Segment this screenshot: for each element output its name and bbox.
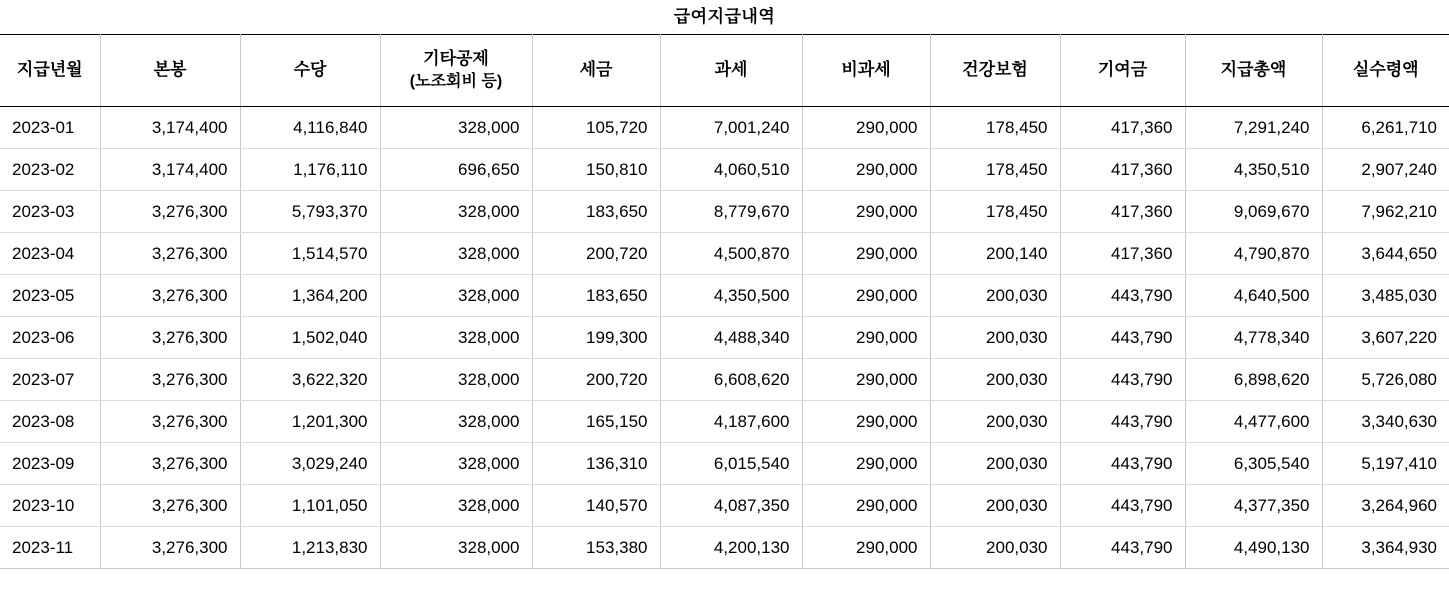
cell-value: 200,720 xyxy=(532,233,660,275)
page-title: 급여지급내역 xyxy=(673,7,776,26)
cell-value: 7,291,240 xyxy=(1185,107,1322,149)
cell-value: 417,360 xyxy=(1060,233,1185,275)
column-header-label: 기타공제 xyxy=(423,49,489,69)
column-header-8 xyxy=(1060,35,1185,107)
cell-value: 328,000 xyxy=(380,233,532,275)
cell-value: 4,200,130 xyxy=(660,527,802,569)
cell-value: 3,622,320 xyxy=(240,359,380,401)
cell-value: 3,029,240 xyxy=(240,443,380,485)
cell-value: 3,276,300 xyxy=(100,527,240,569)
cell-value: 443,790 xyxy=(1060,527,1185,569)
table-row xyxy=(0,527,1449,569)
cell-value: 4,187,600 xyxy=(660,401,802,443)
cell-value: 200,720 xyxy=(532,359,660,401)
table-header-row xyxy=(0,35,1449,107)
cell-value: 3,174,400 xyxy=(100,107,240,149)
cell-value: 3,276,300 xyxy=(100,359,240,401)
cell-value: 290,000 xyxy=(802,401,930,443)
cell-value: 5,726,080 xyxy=(1322,359,1449,401)
column-header-label: 과세 xyxy=(714,60,748,80)
cell-value: 4,116,840 xyxy=(240,107,380,149)
column-header-10 xyxy=(1322,35,1449,107)
cell-value: 290,000 xyxy=(802,317,930,359)
cell-value: 4,060,510 xyxy=(660,149,802,191)
cell-pay-month: 2023-06 xyxy=(0,317,100,359)
cell-value: 9,069,670 xyxy=(1185,191,1322,233)
cell-value: 200,030 xyxy=(930,317,1060,359)
table-body xyxy=(0,107,1449,569)
column-header-9 xyxy=(1185,35,1322,107)
cell-value: 4,087,350 xyxy=(660,485,802,527)
column-header-1 xyxy=(100,35,240,107)
cell-value: 3,276,300 xyxy=(100,317,240,359)
cell-value: 443,790 xyxy=(1060,443,1185,485)
cell-value: 200,030 xyxy=(930,359,1060,401)
cell-value: 3,276,300 xyxy=(100,443,240,485)
cell-value: 4,790,870 xyxy=(1185,233,1322,275)
cell-value: 328,000 xyxy=(380,275,532,317)
cell-value: 1,176,110 xyxy=(240,149,380,191)
cell-value: 178,450 xyxy=(930,149,1060,191)
cell-value: 328,000 xyxy=(380,485,532,527)
table-row xyxy=(0,233,1449,275)
cell-value: 4,640,500 xyxy=(1185,275,1322,317)
cell-value: 328,000 xyxy=(380,527,532,569)
column-header-label: 비과세 xyxy=(841,60,891,80)
cell-value: 183,650 xyxy=(532,275,660,317)
column-header-5 xyxy=(660,35,802,107)
cell-value: 443,790 xyxy=(1060,359,1185,401)
cell-value: 1,213,830 xyxy=(240,527,380,569)
cell-value: 1,364,200 xyxy=(240,275,380,317)
cell-value: 7,962,210 xyxy=(1322,191,1449,233)
cell-value: 6,305,540 xyxy=(1185,443,1322,485)
table-row xyxy=(0,401,1449,443)
cell-value: 290,000 xyxy=(802,191,930,233)
cell-value: 6,261,710 xyxy=(1322,107,1449,149)
cell-value: 2,907,240 xyxy=(1322,149,1449,191)
cell-value: 3,276,300 xyxy=(100,401,240,443)
cell-value: 200,030 xyxy=(930,527,1060,569)
column-header-label: 본봉 xyxy=(153,60,187,80)
cell-value: 3,276,300 xyxy=(100,233,240,275)
cell-pay-month: 2023-05 xyxy=(0,275,100,317)
cell-value: 200,030 xyxy=(930,401,1060,443)
cell-pay-month: 2023-08 xyxy=(0,401,100,443)
payroll-table xyxy=(0,34,1449,569)
cell-value: 290,000 xyxy=(802,359,930,401)
cell-value: 6,898,620 xyxy=(1185,359,1322,401)
cell-value: 3,174,400 xyxy=(100,149,240,191)
cell-value: 417,360 xyxy=(1060,107,1185,149)
cell-value: 5,793,370 xyxy=(240,191,380,233)
cell-value: 150,810 xyxy=(532,149,660,191)
cell-value: 178,450 xyxy=(930,191,1060,233)
cell-pay-month: 2023-09 xyxy=(0,443,100,485)
cell-value: 4,490,130 xyxy=(1185,527,1322,569)
cell-value: 200,140 xyxy=(930,233,1060,275)
cell-value: 136,310 xyxy=(532,443,660,485)
cell-value: 443,790 xyxy=(1060,275,1185,317)
cell-value: 328,000 xyxy=(380,107,532,149)
cell-value: 290,000 xyxy=(802,485,930,527)
cell-value: 290,000 xyxy=(802,275,930,317)
cell-value: 290,000 xyxy=(802,233,930,275)
table-row xyxy=(0,107,1449,149)
cell-value: 165,150 xyxy=(532,401,660,443)
cell-value: 3,276,300 xyxy=(100,485,240,527)
table-row xyxy=(0,485,1449,527)
cell-value: 3,607,220 xyxy=(1322,317,1449,359)
cell-value: 328,000 xyxy=(380,317,532,359)
cell-value: 8,779,670 xyxy=(660,191,802,233)
column-header-label: 실수령액 xyxy=(1352,60,1419,80)
cell-pay-month: 2023-03 xyxy=(0,191,100,233)
cell-value: 417,360 xyxy=(1060,191,1185,233)
column-header-label: 기여금 xyxy=(1097,60,1148,80)
cell-value: 140,570 xyxy=(532,485,660,527)
cell-value: 4,488,340 xyxy=(660,317,802,359)
cell-value: 4,377,350 xyxy=(1185,485,1322,527)
cell-value: 3,264,960 xyxy=(1322,485,1449,527)
cell-value: 3,276,300 xyxy=(100,275,240,317)
cell-value: 290,000 xyxy=(802,527,930,569)
cell-pay-month: 2023-02 xyxy=(0,149,100,191)
cell-value: 3,364,930 xyxy=(1322,527,1449,569)
cell-value: 290,000 xyxy=(802,107,930,149)
cell-value: 1,201,300 xyxy=(240,401,380,443)
cell-value: 4,350,500 xyxy=(660,275,802,317)
cell-value: 200,030 xyxy=(930,443,1060,485)
cell-value: 178,450 xyxy=(930,107,1060,149)
cell-value: 200,030 xyxy=(930,485,1060,527)
cell-value: 443,790 xyxy=(1060,317,1185,359)
cell-value: 290,000 xyxy=(802,443,930,485)
cell-value: 4,778,340 xyxy=(1185,317,1322,359)
column-header-6 xyxy=(802,35,930,107)
cell-pay-month: 2023-11 xyxy=(0,527,100,569)
column-header-0 xyxy=(0,35,100,107)
column-header-label: 건강보험 xyxy=(962,60,1028,80)
cell-value: 443,790 xyxy=(1060,485,1185,527)
column-header-label: 수당 xyxy=(293,60,327,80)
column-header-2 xyxy=(240,35,380,107)
cell-value: 6,608,620 xyxy=(660,359,802,401)
table-row xyxy=(0,443,1449,485)
cell-value: 3,276,300 xyxy=(100,191,240,233)
cell-value: 1,514,570 xyxy=(240,233,380,275)
cell-value: 443,790 xyxy=(1060,401,1185,443)
column-header-7 xyxy=(930,35,1060,107)
cell-value: 4,350,510 xyxy=(1185,149,1322,191)
table-header xyxy=(0,35,1449,107)
cell-value: 153,380 xyxy=(532,527,660,569)
table-row xyxy=(0,149,1449,191)
cell-value: 5,197,410 xyxy=(1322,443,1449,485)
cell-value: 4,500,870 xyxy=(660,233,802,275)
cell-value: 183,650 xyxy=(532,191,660,233)
cell-pay-month: 2023-10 xyxy=(0,485,100,527)
table-row xyxy=(0,191,1449,233)
cell-pay-month: 2023-07 xyxy=(0,359,100,401)
cell-value: 328,000 xyxy=(380,359,532,401)
cell-value: 199,300 xyxy=(532,317,660,359)
cell-value: 6,015,540 xyxy=(660,443,802,485)
column-header-3 xyxy=(380,35,532,107)
table-row xyxy=(0,275,1449,317)
cell-value: 696,650 xyxy=(380,149,532,191)
table-row xyxy=(0,359,1449,401)
column-header-4 xyxy=(532,35,660,107)
column-header-label: 지급년월 xyxy=(16,60,83,80)
cell-value: 290,000 xyxy=(802,149,930,191)
cell-value: 7,001,240 xyxy=(660,107,802,149)
column-header-label: 세금 xyxy=(579,60,613,80)
column-header-sublabel: (노조회비 등) xyxy=(409,73,503,91)
cell-value: 3,485,030 xyxy=(1322,275,1449,317)
table-row xyxy=(0,317,1449,359)
cell-value: 1,502,040 xyxy=(240,317,380,359)
cell-value: 328,000 xyxy=(380,443,532,485)
cell-pay-month: 2023-04 xyxy=(0,233,100,275)
cell-value: 417,360 xyxy=(1060,149,1185,191)
cell-value: 3,644,650 xyxy=(1322,233,1449,275)
column-header-label: 지급총액 xyxy=(1220,60,1287,80)
cell-pay-month: 2023-01 xyxy=(0,107,100,149)
cell-value: 4,477,600 xyxy=(1185,401,1322,443)
cell-value: 1,101,050 xyxy=(240,485,380,527)
cell-value: 3,340,630 xyxy=(1322,401,1449,443)
cell-value: 200,030 xyxy=(930,275,1060,317)
cell-value: 328,000 xyxy=(380,191,532,233)
cell-value: 328,000 xyxy=(380,401,532,443)
cell-value: 105,720 xyxy=(532,107,660,149)
